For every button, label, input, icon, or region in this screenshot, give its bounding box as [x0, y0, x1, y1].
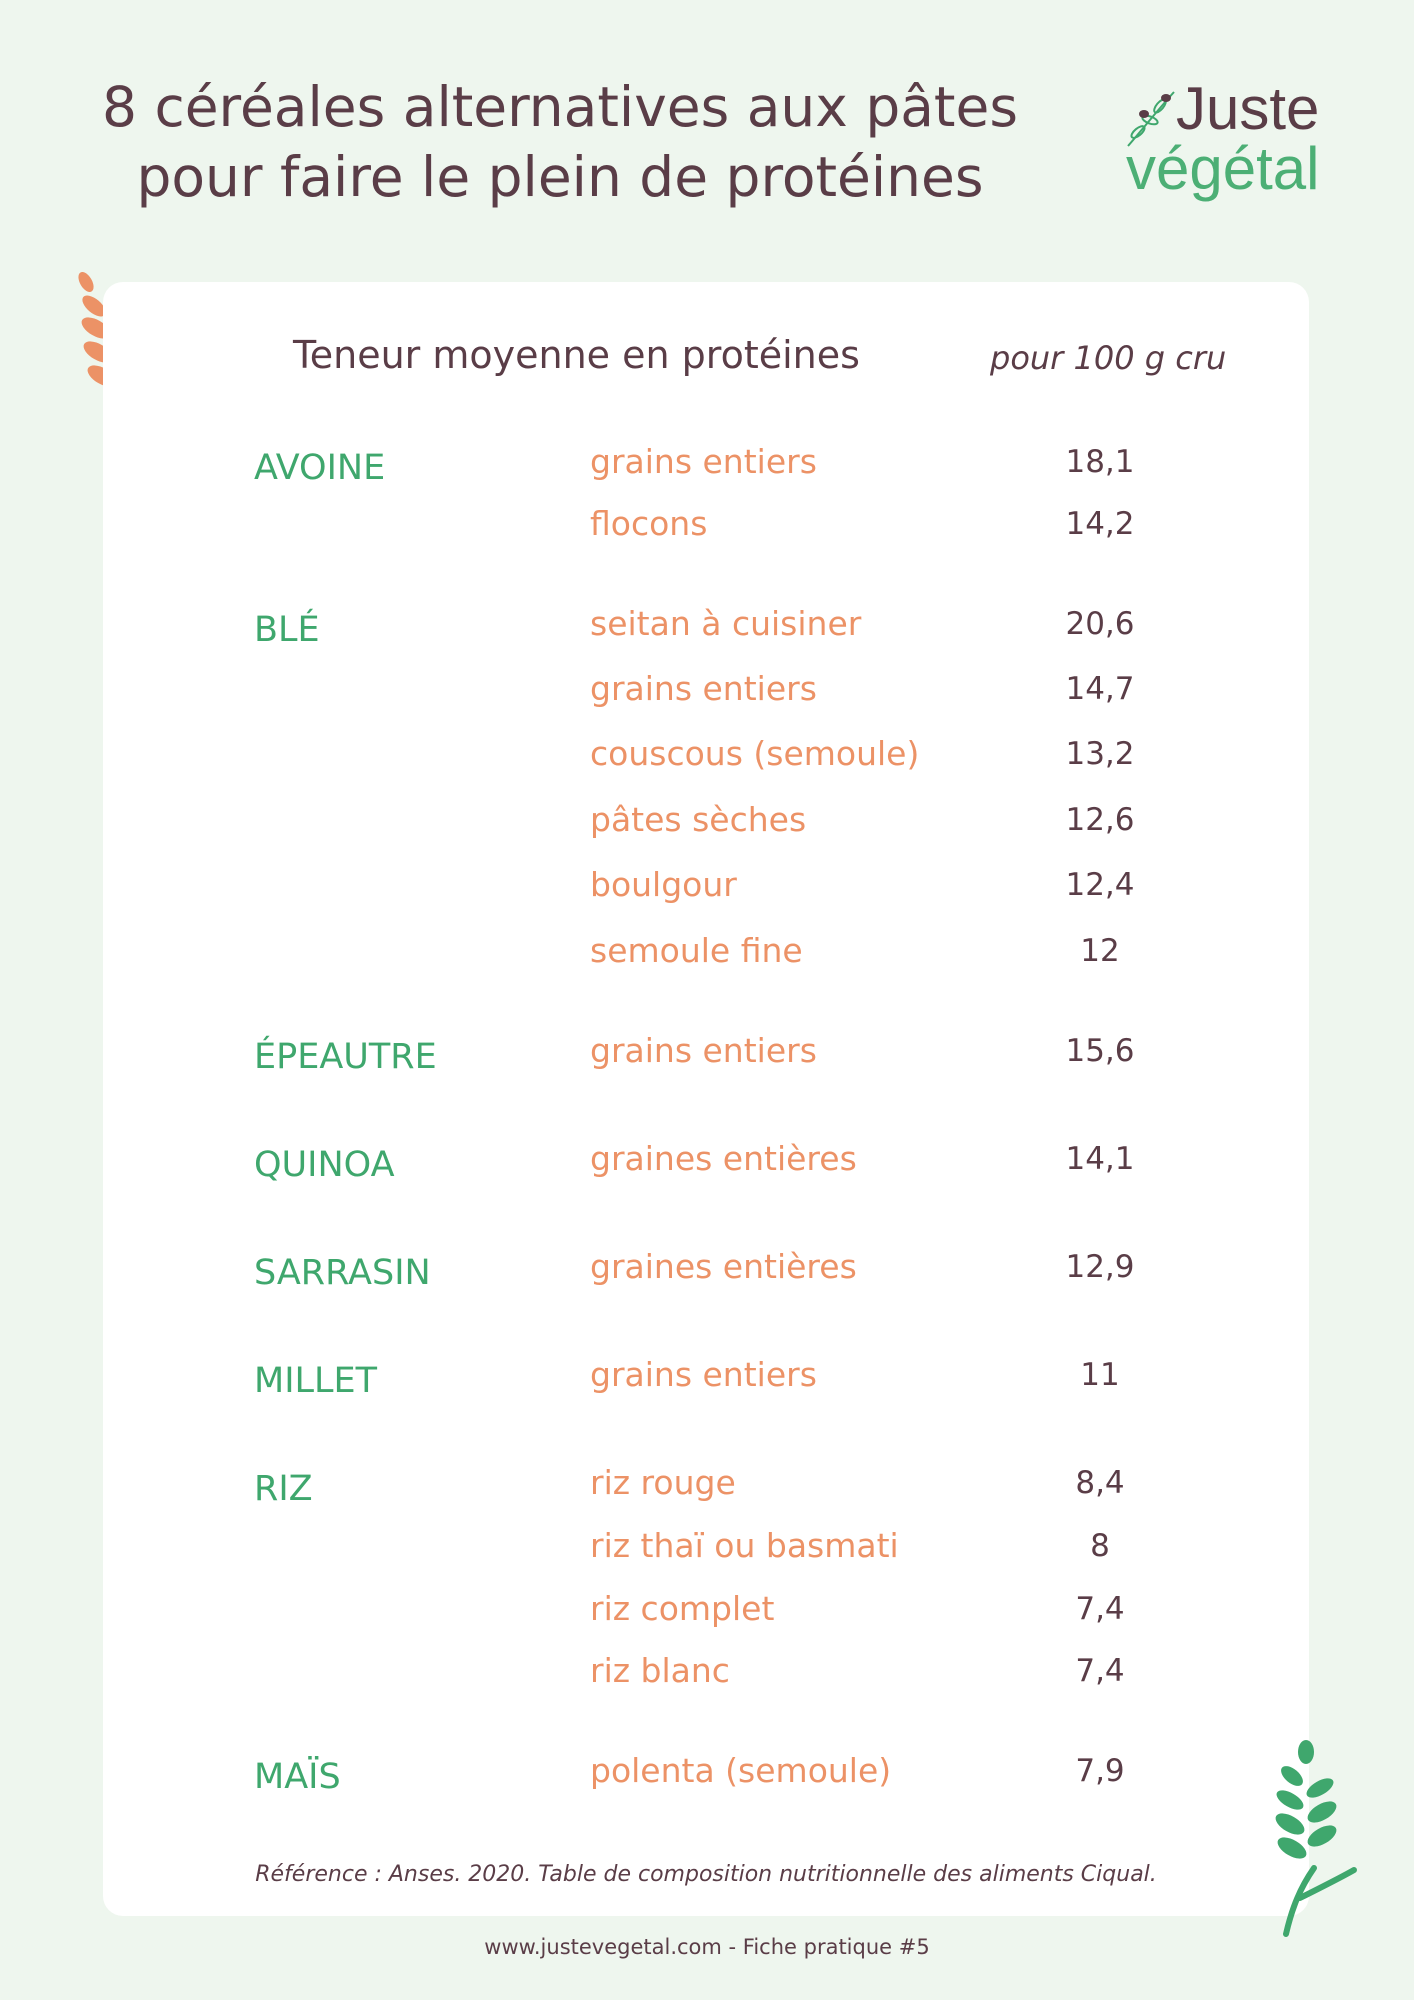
- table-row: [0, 602, 1414, 652]
- cereal-variant: riz thaï ou basmati: [590, 1526, 899, 1565]
- table-row: [0, 732, 1414, 782]
- cereal-variant: couscous (semoule): [590, 734, 920, 773]
- cereal-variant: grains entiers: [590, 1355, 817, 1394]
- logo-text-vegetal: végétal: [1126, 135, 1320, 202]
- cereal-variant: flocons: [590, 504, 708, 543]
- table-row: [0, 863, 1414, 913]
- protein-value: 13,2: [1065, 736, 1135, 772]
- table-row: [0, 1524, 1414, 1574]
- cereal-variant: pâtes sèches: [590, 800, 807, 839]
- table-row: [0, 667, 1414, 717]
- cereal-name: AVOINE: [254, 448, 386, 488]
- cereal-name: MAÏS: [254, 1757, 341, 1797]
- cereal-variant: riz complet: [590, 1589, 775, 1628]
- protein-value: 7,9: [1075, 1753, 1125, 1789]
- table-row: [0, 502, 1414, 552]
- reference-note: Référence : Anses. 2020. Table de composition nutritionnelle des aliments Ciqual.: [255, 1862, 1157, 1887]
- cereal-variant: grains entiers: [590, 669, 817, 708]
- page-title: [80, 72, 1040, 212]
- table-heading: Teneur moyenne en protéines: [293, 333, 860, 377]
- logo-text-juste: Juste: [1176, 75, 1320, 142]
- cereal-name: MILLET: [254, 1361, 378, 1401]
- protein-value: 15,6: [1065, 1033, 1135, 1069]
- table-row: [0, 798, 1414, 848]
- logo: [1118, 74, 1338, 214]
- cereal-name: RIZ: [254, 1469, 313, 1509]
- cereal-variant: riz blanc: [590, 1651, 730, 1690]
- cereal-variant: semoule fine: [590, 931, 803, 970]
- cereal-variant: polenta (semoule): [590, 1751, 892, 1790]
- table-row: [0, 1353, 1414, 1403]
- cereal-variant: boulgour: [590, 865, 737, 904]
- wheat-ear-icon: [1270, 1738, 1360, 1938]
- table-row: [0, 929, 1414, 979]
- protein-value: 11: [1080, 1357, 1120, 1393]
- table-row: [0, 1245, 1414, 1295]
- table-row: [0, 440, 1414, 490]
- table-row: [0, 1137, 1414, 1187]
- cereal-name: BLÉ: [254, 610, 320, 650]
- cereal-variant: grains entiers: [590, 442, 817, 481]
- footer: www.justevegetal.com - Fiche pratique #5: [484, 1935, 930, 1959]
- protein-value: 7,4: [1075, 1591, 1125, 1627]
- protein-value: 12,9: [1065, 1249, 1135, 1285]
- protein-value: 14,1: [1065, 1141, 1135, 1177]
- cereal-name: SARRASIN: [254, 1253, 431, 1293]
- table-row: [0, 1461, 1414, 1511]
- table-row: [0, 1029, 1414, 1079]
- protein-value: 12,4: [1065, 867, 1135, 903]
- cereal-variant: riz rouge: [590, 1463, 736, 1502]
- table-row: [0, 1749, 1414, 1799]
- protein-value: 8: [1090, 1528, 1110, 1564]
- table-unit: pour 100 g cru: [990, 339, 1227, 377]
- protein-value: 14,2: [1065, 506, 1135, 542]
- cereal-variant: graines entières: [590, 1139, 857, 1178]
- protein-value: 8,4: [1075, 1465, 1125, 1501]
- title-line-1: 8 céréales alternatives aux pâtes: [102, 75, 1018, 139]
- protein-value: 20,6: [1065, 606, 1135, 642]
- protein-value: 18,1: [1065, 444, 1135, 480]
- protein-value: 12: [1080, 933, 1120, 969]
- cereal-variant: graines entières: [590, 1247, 857, 1286]
- title-line-2: pour faire le plein de protéines: [136, 145, 984, 209]
- cereal-variant: seitan à cuisiner: [590, 604, 862, 643]
- table-row: [0, 1587, 1414, 1637]
- protein-value: 7,4: [1075, 1653, 1125, 1689]
- cereal-name: ÉPEAUTRE: [254, 1037, 437, 1077]
- protein-value: 14,7: [1065, 671, 1135, 707]
- table-row: [0, 1649, 1414, 1699]
- cereal-name: QUINOA: [254, 1145, 395, 1185]
- protein-value: 12,6: [1065, 802, 1135, 838]
- cereal-variant: grains entiers: [590, 1031, 817, 1070]
